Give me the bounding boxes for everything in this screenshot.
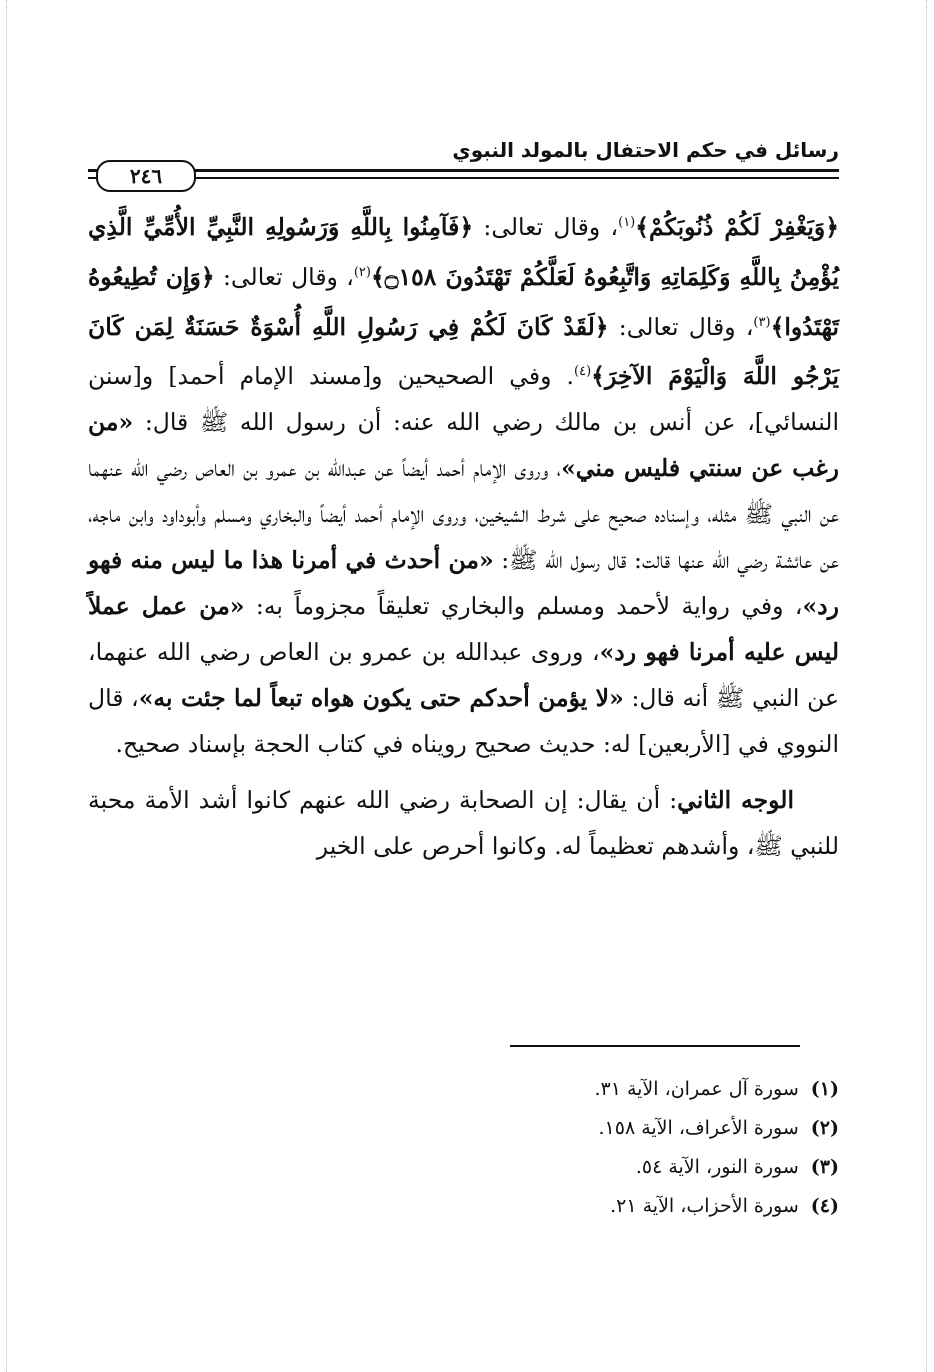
scan-edge-left: [6, 0, 7, 1372]
main-text: [88, 200, 839, 869]
header-rule-thin: [88, 177, 839, 179]
footnote-ref: (٢): [353, 264, 371, 280]
text-span: ، وروى عبدالله بن عمرو بن العاص رضي الله عنهما، عن النبي ﷺ أنه قال:: [88, 638, 839, 713]
page-number: ٢٤٦: [96, 160, 196, 192]
hadith-quote: «من عمل عملاً ليس عليه أمرنا فهو رد»: [88, 592, 840, 667]
section-lead: الوجه الثاني: [677, 786, 794, 815]
footnote-item: [88, 1148, 839, 1187]
footnote-ref: (٤): [574, 364, 592, 380]
scan-edge-right: [926, 0, 927, 1372]
text-span: ، وقال تعالى:: [608, 312, 754, 341]
text-span: ، وقال تعالى:: [214, 262, 354, 291]
header-rule: [88, 160, 839, 190]
footnote-text: سورة النور، الآية ٥٤.: [635, 1156, 799, 1178]
hadith-quote: «لا يؤمن أحدكم حتى يكون هواه تبعاً لما جئت به»: [138, 684, 624, 713]
footnote-text: سورة آل عمران، الآية ٣١.: [594, 1078, 799, 1100]
paragraph: [88, 777, 839, 869]
hadith-quote: «من أحدث في أمرنا هذا ما ليس منه فهو رد»: [88, 546, 839, 621]
text-span: ، وفي رواية لأحمد ومسلم والبخاري تعليقاً مجزوماً به:: [244, 592, 803, 621]
footnote-list: [88, 1070, 839, 1226]
footnote-number: (٣): [810, 1156, 839, 1178]
paragraph: [88, 200, 839, 767]
hadith-quote: «من رغب عن سنتي فليس مني»: [88, 408, 839, 483]
text-span: ، وروى الإمام أحمد أيضاً عن عبدالله بن عمرو بن العاص رضي الله عنهما عن النبي ﷺ مثله، وإسناده صحيح على شرط الشيخين، وروى الإمام أحمد أيضاً والبخاري ومسلم وأبوداود وابن ماجه، عن عائشة رضي الله عنها قالت: قال رسول الله ﷺ:: [88, 454, 839, 575]
text-span: ، وقال تعالى:: [473, 212, 619, 241]
footnote-ref: (٣): [753, 314, 771, 330]
quran-verse: ﴿لَقَدْ كَانَ لَكُمْ فِي رَسُولِ اللَّهِ أُسْوَةٌ حَسَنَةٌ لِمَن كَانَ يَرْجُو اللَّهَ وَالْيَوْمَ الآخِرَ﴾: [88, 312, 839, 391]
text-span: ، قال النووي في [الأربعين] له: حديث صحيح رويناه في كتاب الحجة بإسناد صحيح.: [88, 684, 839, 759]
footnote-separator: [510, 1045, 800, 1047]
footnote-ref: (١): [618, 215, 636, 230]
quran-verse: ﴿وَإِن تُطِيعُوهُ تَهْتَدُوا﴾: [88, 262, 840, 341]
text-span: . وفي الصحيحين و[مسند الإمام أحمد] و[سنن النسائي]، عن أنس بن مالك رضي الله عنه: أن رسول الله ﷺ قال:: [88, 362, 839, 437]
footnote-number: (١): [810, 1078, 839, 1100]
footnote-number: (٢): [810, 1117, 839, 1139]
header-rule-thick: [88, 169, 839, 172]
footnote-item: [88, 1187, 839, 1226]
footnote-text: سورة الأعراف، الآية ١٥٨.: [598, 1117, 799, 1139]
footnote-text: سورة الأحزاب، الآية ٢١.: [610, 1195, 799, 1217]
text-span: : أن يقال: إن الصحابة رضي الله عنهم كانوا أشد الأمة محبة للنبي ﷺ، وأشدهم تعظيماً له. وكانوا أحرص على الخير: [88, 786, 839, 861]
footnote-item: [88, 1070, 839, 1109]
running-title: رسائل في حكم الاحتفال بالمولد النبوي: [452, 138, 839, 162]
quran-verse: ﴿وَيَغْفِرْ لَكُمْ ذُنُوبَكُمْ﴾: [635, 212, 839, 241]
footnote-number: (٤): [810, 1195, 839, 1217]
quran-verse: ﴿فَآمِنُوا بِاللَّهِ وَرَسُولِهِ النَّبِيِّ الأُمِّيِّ الَّذِي يُؤْمِنُ بِاللَّهِ وَكَلِمَاتِهِ وَاتَّبِعُوهُ لَعَلَّكُمْ تَهْتَدُونَ ۝١٥٨﴾: [88, 212, 839, 291]
footnote-item: [88, 1109, 839, 1148]
